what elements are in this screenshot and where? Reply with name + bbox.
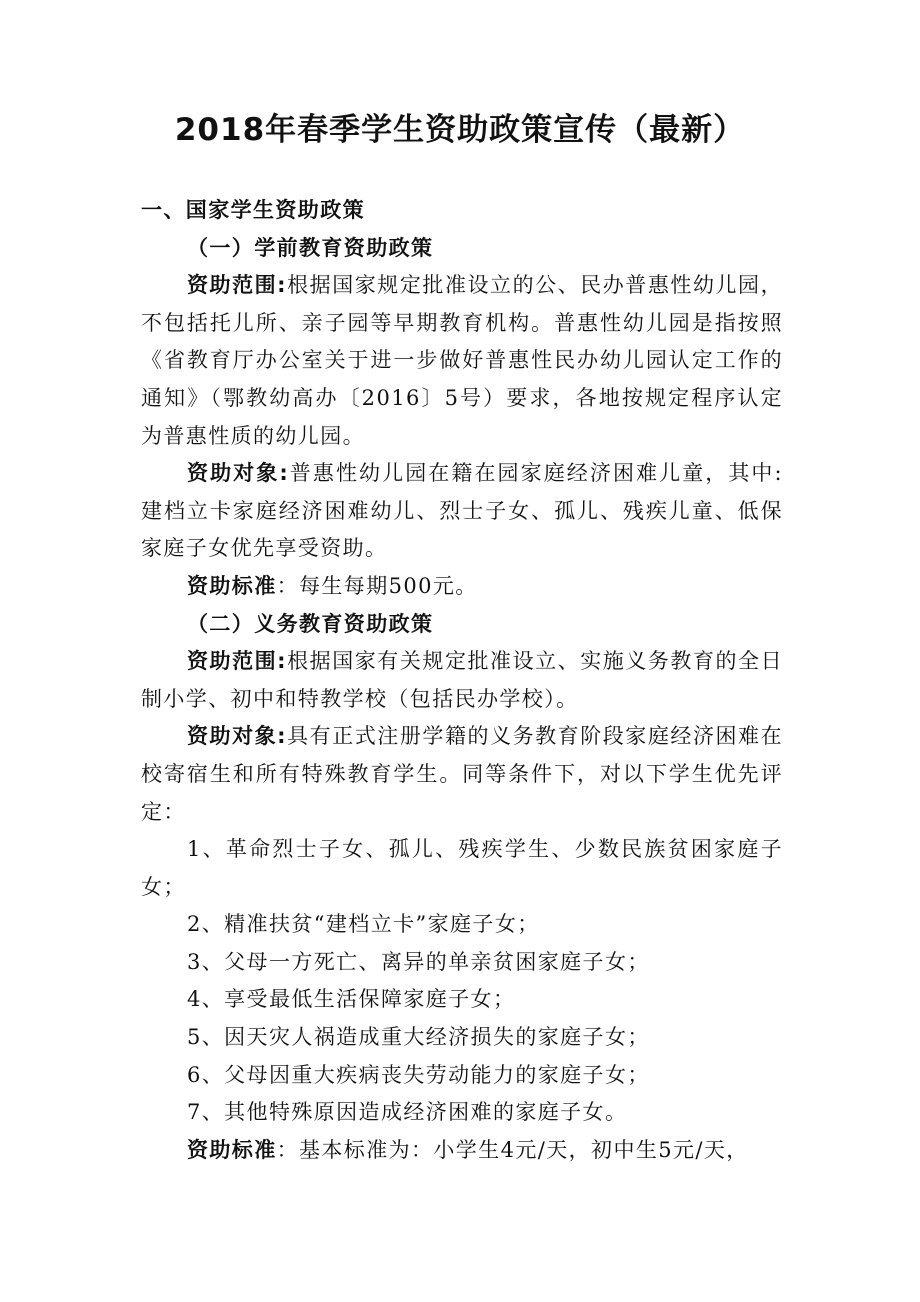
preschool-target-text: 普惠性幼儿园在籍在园家庭经济困难儿童，其中:建档立卡家庭经济困难幼儿、烈士子女、孤儿、残疾儿童、低保家庭子女优先享受资助。 (141, 461, 783, 561)
compulsory-target-paragraph (141, 718, 783, 831)
preschool-standard-text: ：每生每期500元。 (276, 573, 478, 598)
priority-item-4: 4、享受最低生活保障家庭子女； (187, 987, 516, 1012)
preschool-scope-paragraph (141, 267, 783, 455)
section-heading-national-aid: 一、国家学生资助政策 (141, 198, 365, 222)
compulsory-standard-text: ：基本标准为：小学生4元/天，初中生5元/天， (276, 1137, 749, 1162)
compulsory-target-label: 资助对象: (187, 724, 287, 749)
preschool-standard-paragraph (141, 568, 783, 606)
priority-item-3: 3、父母一方死亡、离异的单亲贫困家庭子女； (187, 949, 650, 974)
compulsory-standard-paragraph (141, 1132, 783, 1170)
priority-item-6: 6、父母因重大疾病丧失劳动能力的家庭子女； (187, 1062, 650, 1087)
subsection-heading-preschool: （一）学前教育资助政策 (187, 235, 434, 260)
compulsory-scope-label: 资助范围: (187, 649, 287, 674)
preschool-target-paragraph (141, 455, 783, 568)
compulsory-scope-paragraph (141, 643, 783, 718)
document-body (141, 192, 783, 1169)
preschool-standard-label: 资助标准 (187, 573, 277, 598)
priority-item-5: 5、因天灾人祸造成重大经济损失的家庭子女； (187, 1025, 650, 1050)
preschool-target-label: 资助对象: (187, 461, 290, 486)
compulsory-scope-text: 根据国家有关规定批准设立、实施义务教育的全日制小学、初中和特教学校（包括民办学校）。 (141, 649, 783, 711)
preschool-scope-text: 根据国家规定批准设立的公、民办普惠性幼儿园，不包括托儿所、亲子园等早期教育机构。普惠性幼儿园是指按照《省教育厅办公室关于进一步做好普惠性民办幼儿园认定工作的通知》（鄂教幼高办〔2016〕5号）要求，各地按规定程序认定为普惠性质的幼儿园。 (141, 273, 783, 448)
priority-item-2: 2、精准扶贫“建档立卡”家庭子女； (187, 912, 540, 937)
compulsory-target-text: 具有正式注册学籍的义务教育阶段家庭经济困难在校寄宿生和所有特殊教育学生。同等条件下，对以下学生优先评定： (141, 724, 783, 824)
compulsory-standard-label: 资助标准 (187, 1137, 277, 1162)
preschool-scope-label: 资助范围: (187, 273, 287, 298)
priority-item-7: 7、其他特殊原因造成经济困难的家庭子女。 (187, 1100, 628, 1125)
priority-item-1: 1、革命烈士子女、孤儿、残疾学生、少数民族贫困家庭子女； (141, 837, 783, 899)
subsection-heading-compulsory: （二）义务教育资助政策 (187, 611, 434, 636)
document-title: 2018年春季学生资助政策宣传（最新） (174, 112, 746, 148)
